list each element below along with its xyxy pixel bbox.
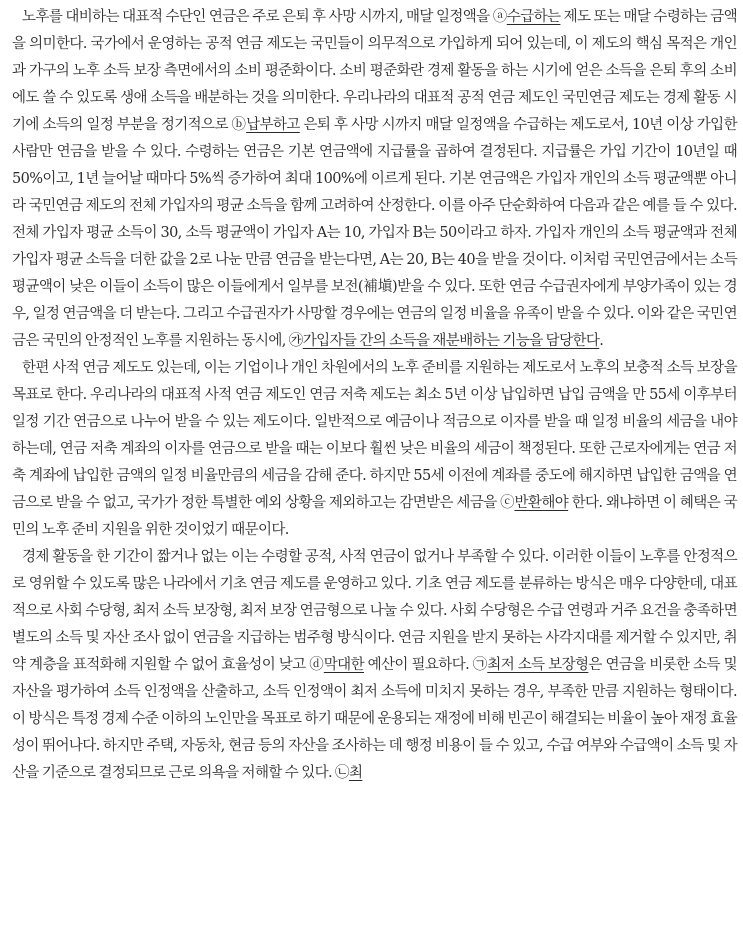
underlined-phrase: 수급하는 <box>506 9 561 25</box>
underlined-phrase: 가입자들 간의 소득을 재분배하는 기능을 담당한다 <box>302 333 600 349</box>
paragraph-1 <box>12 4 737 355</box>
text-run: 은 연금을 비롯한 소득 및 자산을 평가하여 소득 인정액을 산출하고, 소득 인정액이 최저 소득에 미치지 못하는 경우, 부족한 만큼 지원하는 형태이다. 이 방식은 특정 경제 수준 이하의 노인만을 목표로 하기 때문에 운용되는 재정에 비해 빈곤이 해결되는 비율이 높아 재정 효율성이 뛰어나다. 하지만 주택, 자동차, 현금 등의 자산을 조사하는 데 행정 비용이 들 수 있고, 수급 여부와 수급액이 소득 및 자산을 기준으로 결정되므로 근로 의욕을 저해할 수 있다. <box>12 657 738 781</box>
reference-marker: ㉠ <box>472 657 488 673</box>
text-run: 제도 또는 매달 수령하는 금액을 의미한다. 국가에서 운영하는 공적 연금 제도는 국민들이 의무적으로 가입하게 되어 있는데, 이 제도의 핵심 목적은 개인과 가구의 노후 소득 보장 측면에서의 소비 평준화이다. 소비 평준화란 경제 활동을 하는 시기에 얻은 소득을 은퇴 후의 소비에도 쓸 수 있도록 생애 소득을 배분하는 것을 의미한다. 우리나라의 대표적 공적 연금 제도인 국민연금 제도는 경제 활동 시기에 소득의 일정 부분을 정기적으로 <box>12 9 738 133</box>
text-run: . <box>599 333 604 349</box>
underlined-phrase: 최 <box>348 765 363 781</box>
text-run: 한편 사적 연금 제도도 있는데, 이는 기업이나 개인 차원에서의 노후 준비를 지원하는 제도로서 노후의 보충적 소득 보장을 목표로 한다. 우리나라의 대표적 사적 연금 제도인 연금 저축 제도는 최소 5년 이상 납입하면 납입 금액을 만 55세 이후부터 일정 기간 연금으로 나누어 받을 수 있는 제도이다. 일반적으로 예금이나 적금으로 이자를 받을 때 일정 비율의 세금을 내야 하는데, 연금 저축 계좌의 이자를 연금으로 받을 때는 이보다 훨씬 낮은 비율의 세금이 책정된다. 또한 근로자에게는 연금 저축 계좌에 납입한 금액의 일정 비율만큼의 세금을 감해 준다. 하지만 55세 이전에 계좌를 중도에 해지하면 납입한 금액을 연금으로 받을 수 없고, 국가가 정한 특별한 예외 상황을 제외하고는 감면받은 세금을 <box>12 360 737 511</box>
text-run: 예산이 필요하다. <box>363 657 473 673</box>
text-run: 경제 활동을 한 기간이 짧거나 없는 이는 수령할 공적, 사적 연금이 없거나 부족할 수 있다. 이러한 이들이 노후를 안정적으로 영위할 수 있도록 많은 나라에서 기초 연금 제도를 운영하고 있다. 기초 연금 제도를 분류하는 방식은 매우 다양한데, 대표적으로 사회 수당형, 최저 소득 보장형, 최저 보장 연금형으로 나눌 수 있다. 사회 수당형은 수급 연령과 거주 요건을 충족하면 별도의 소득 및 자산 조사 없이 연금을 지급하는 범주형 방식이다. 연금 지원을 받지 못하는 사각지대를 제거할 수 있지만, 취약 계층을 표적화해 지원할 수 없어 효율성이 낮고 <box>12 549 737 673</box>
paragraph-3 <box>12 544 737 787</box>
reference-marker: ㉮ <box>288 333 303 349</box>
text-run: 한다. 왜냐하면 이 혜택은 국민의 노후 준비 지원을 위한 것이었기 때문이다. <box>12 495 737 538</box>
text-run: 노후를 대비하는 대표적 수단인 연금은 주로 은퇴 후 사망 시까지, 매달 일정액을 <box>22 9 493 25</box>
underlined-phrase: 최저 소득 보장형 <box>487 657 589 673</box>
reference-marker: ⓑ <box>231 117 247 133</box>
underlined-phrase: 막대한 <box>323 657 364 673</box>
reference-marker: ⓐ <box>492 9 507 25</box>
underlined-phrase: 반환해야 <box>514 495 569 511</box>
reference-marker: ⓒ <box>500 495 515 511</box>
reference-marker: ⓓ <box>309 657 324 673</box>
text-run: 은퇴 후 사망 시까지 매달 일정액을 수급하는 제도로서, 10년 이상 가입한 사람만 연금을 받을 수 있다. 수령하는 연금은 기본 연금액에 지급률을 곱하여 결정된다. 지급률은 가입 기간이 10년일 때 50%이고, 1년 늘어날 때마다 5%씩 증가하여 최대 100%에 이르게 된다. 기본 연금액은 가입자 개인의 소득 평균액뿐 아니라 국민연금 제도의 전체 가입자의 평균 소득을 함께 고려하여 산정한다. 이를 아주 단순화하여 다음과 같은 예를 들 수 있다. 전체 가입자 평균 소득이 30, 소득 평균액이 가입자 A는 10, 가입자 B는 50이라고 하자. 가입자 개인의 소득 평균액과 전체 가입자 평균 소득을 더한 값을 2로 나눈 만큼 연금을 받는다면, A는 20, B는 40을 받을 것이다. 이처럼 국민연금에서는 소득 평균액이 낮은 이들이 소득이 많은 이들에게서 일부를 보전(補塡)받을 수 있다. 또한 연금 수급권자에게 부양가족이 있는 경우, 일정 연금액을 더 받는다. 그리고 수급권자가 사망할 경우에는 연금의 일정 비율을 유족이 받을 수 있다. 이와 같은 국민연금은 국민의 안정적인 노후를 지원하는 동시에, <box>12 117 737 349</box>
underlined-phrase: 납부하고 <box>246 117 300 133</box>
paragraph-2 <box>12 355 737 544</box>
reference-marker: ㉡ <box>335 765 349 781</box>
